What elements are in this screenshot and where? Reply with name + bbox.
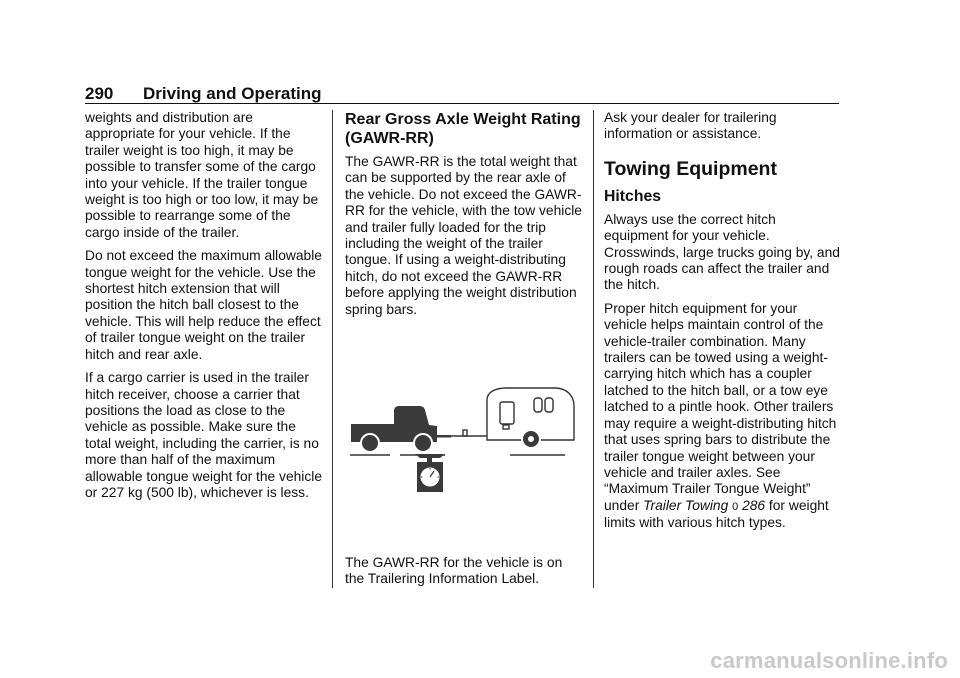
paragraph: Do not exceed the maximum allowable tongue weight for the vehicle. Use the shortest hitch extension that will position the hitch ball closest to the vehicle. This will help reduce the effect of trailer tongue weight on the trailer hitch and rear axle. (85, 248, 322, 362)
page-ref-arrow-icon: 0 (732, 500, 739, 513)
scale-icon (415, 454, 445, 492)
page-number: 290 (85, 84, 114, 103)
column-divider (593, 110, 594, 588)
cross-reference-link[interactable]: Trailer Towing (643, 497, 729, 513)
truck-trailer-scale-illustration (345, 380, 583, 500)
figure-caption: The GAWR-RR for the vehicle is on the Trailering Information Label. (345, 554, 563, 587)
watermark: carmanualsonline.info (710, 648, 948, 673)
paragraph: Always use the correct hitch equipment for your vehicle. Crosswinds, large trucks going by, and rough roads can affect the trailer and the hitch. (604, 211, 840, 293)
page-header (85, 84, 839, 104)
page-reference[interactable]: 286 (742, 497, 766, 513)
paragraph: If a cargo carrier is used in the trailer hitch receiver, choose a carrier that positions the load as close to the vehicle as possible. Make sure the total weight, including the carrier, is no more than half of the maximum allowable tongue weight for the vehicle or 227 kg (500 lb), whichever is less. (85, 370, 322, 500)
main-heading: Towing Equipment (604, 157, 777, 180)
section-title: Driving and Operating (143, 84, 322, 103)
paragraph-tail: for weight limits with various hitch types. (604, 497, 829, 531)
travel-trailer-outline (451, 388, 574, 440)
column-3 (604, 110, 842, 539)
pickup-truck-silhouette (351, 406, 451, 452)
paragraph (604, 301, 842, 532)
column-divider (332, 110, 333, 588)
sub-heading: Hitches (604, 187, 662, 205)
column-1 (85, 110, 325, 508)
paragraph-text: Proper hitch equipment for your vehicle helps maintain control of the vehicle-trailer combination. Many trailers can be towed using a weight-carrying hitch which has a coupler latched to the hitch ball, or a tow eye latched to a pintle hook. Other trailers may require a weight-distributing hitch that uses spring bars to distribute the trailer tongue weight between your vehicle and trailer axles. See “Maximum Trailer Tongue Weight” under (604, 300, 837, 513)
section-heading: Rear Gross Axle Weight Rating (GAWR-RR) (345, 111, 581, 147)
column-2 (345, 110, 583, 325)
header-rule (85, 103, 839, 104)
paragraph: Ask your dealer for trailering information or assistance. (604, 110, 777, 142)
paragraph: The GAWR-RR is the total weight that can be supported by the rear axle of the vehicle. Do not exceed the GAWR-RR for the vehicle, with the tow vehicle and trailer fully loaded for the trip including the weight of the trailer tongue. If using a weight-distributing hitch, do not exceed the GAWR-RR before applying the weight distribution spring bars. (345, 154, 582, 317)
paragraph: weights and distribution are appropriate for your vehicle. If the trailer weight is too high, it may be possible to transfer some of the cargo into your vehicle. If the trailer tongue weight is too high or too low, it may be possible to rearrange some of the cargo inside of the trailer. (85, 110, 319, 240)
